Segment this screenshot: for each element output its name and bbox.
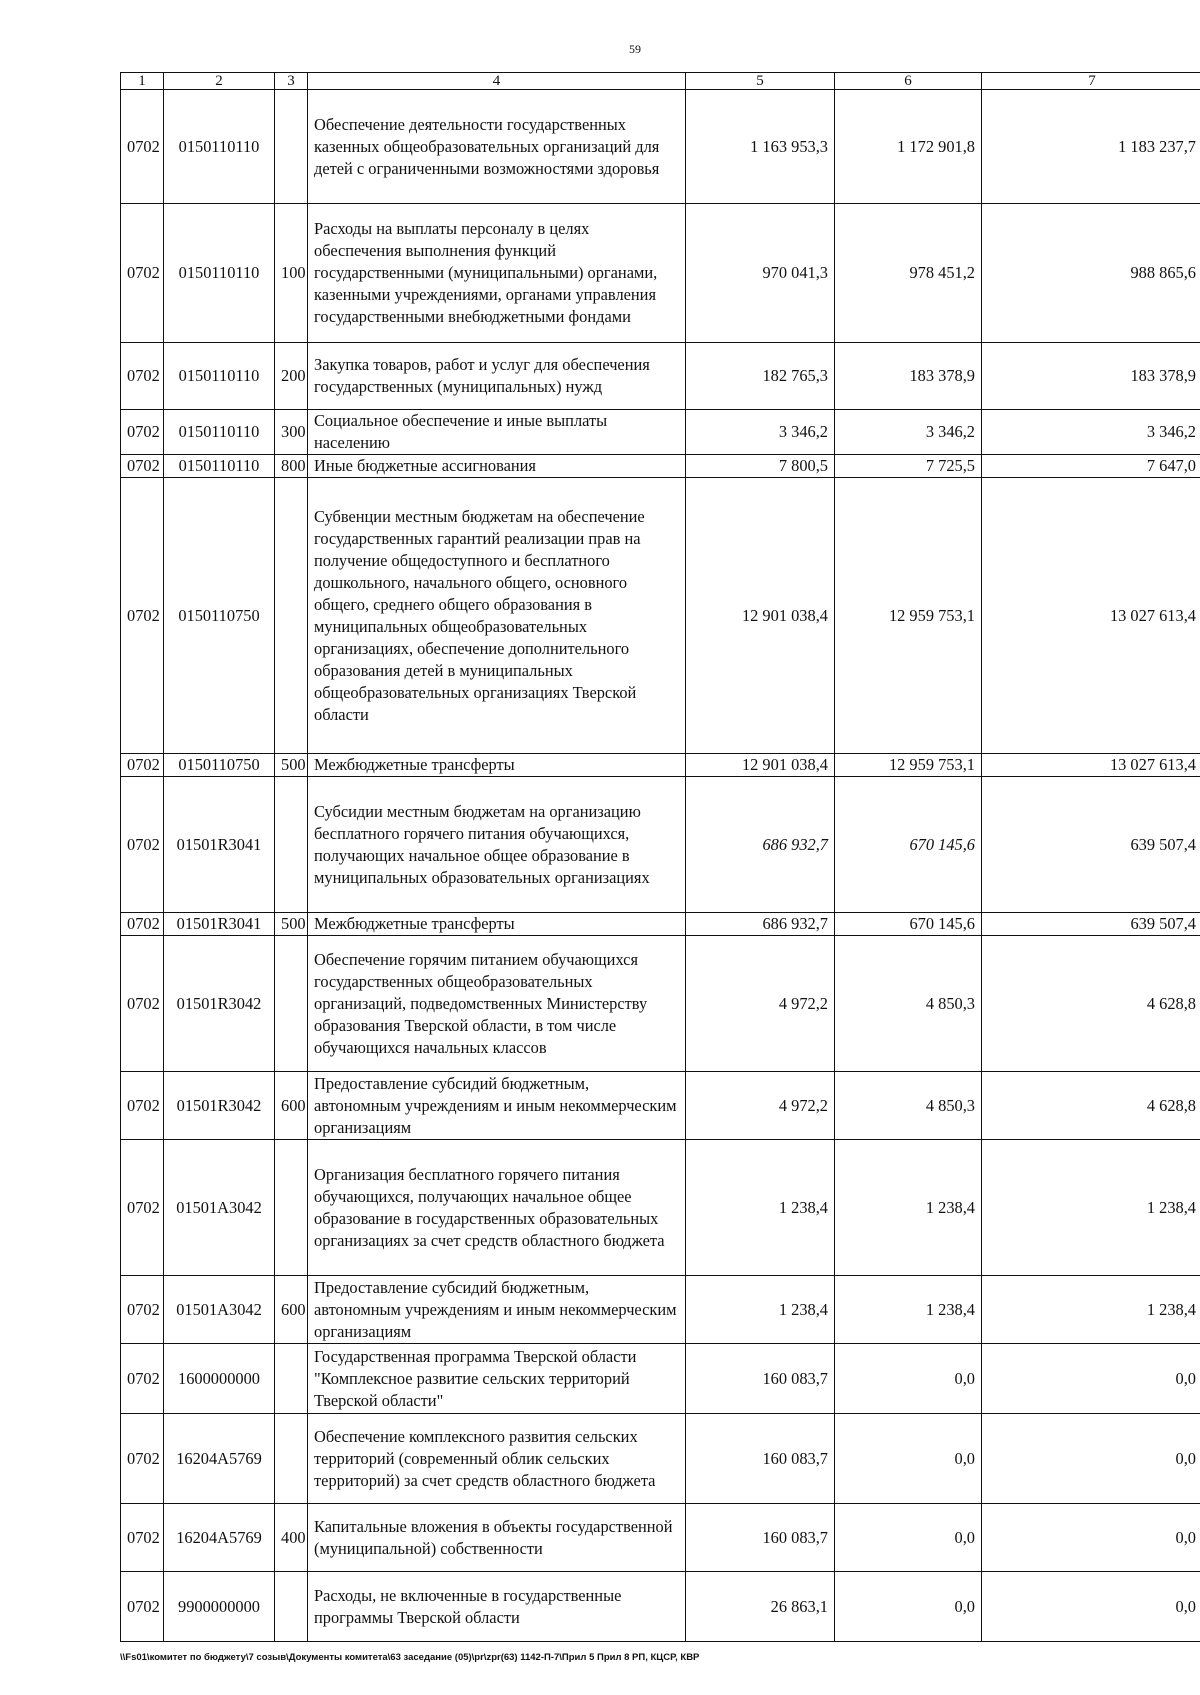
target-article-code: 0150110750 <box>164 478 275 754</box>
item-name: Государственная программа Тверской области "Комплексное развитие сельских территорий Тверской области" <box>308 1344 686 1414</box>
table-row <box>121 1072 1200 1140</box>
amount-year-2: 0,0 <box>835 1504 982 1572</box>
amount-year-1: 686 932,7 <box>686 777 835 913</box>
amount-year-1: 12 901 038,4 <box>686 754 835 777</box>
item-name: Иные бюджетные ассигнования <box>308 455 686 478</box>
amount-year-3: 0,0 <box>982 1572 1200 1642</box>
table-row <box>121 1140 1200 1276</box>
expense-type-code <box>275 1572 308 1642</box>
item-name: Организация бесплатного горячего питания обучающихся, получающих начальное общее образование в государственных образовательных организациях за счет средств областного бюджета <box>308 1140 686 1276</box>
amount-year-3: 0,0 <box>982 1504 1200 1572</box>
column-header: 2 <box>164 73 275 90</box>
amount-year-2: 3 346,2 <box>835 410 982 455</box>
footer-file-path: \\Fs01\комитет по бюджету\7 созыв\Документы комитета\63 заседание (05)\pr\zpr(63) 1142-П-7\Прил 5 Прил 8 РП, КЦСР, КВР <box>120 1652 700 1663</box>
expense-type-code <box>275 1140 308 1276</box>
section-code: 0702 <box>121 1572 164 1642</box>
amount-year-3: 988 865,6 <box>982 204 1200 343</box>
target-article-code: 0150110110 <box>164 90 275 204</box>
section-code: 0702 <box>121 343 164 410</box>
item-name: Субсидии местным бюджетам на организацию бесплатного горячего питания обучающихся, получающих начальное общее образование в муниципальных образовательных организациях <box>308 777 686 913</box>
expense-type-code: 200 <box>275 343 308 410</box>
amount-year-3: 3 346,2 <box>982 410 1200 455</box>
amount-year-1: 7 800,5 <box>686 455 835 478</box>
amount-year-1: 4 972,2 <box>686 1072 835 1140</box>
table-row <box>121 1414 1200 1504</box>
amount-year-1: 1 238,4 <box>686 1140 835 1276</box>
section-code: 0702 <box>121 90 164 204</box>
table-row <box>121 913 1200 936</box>
expense-type-code: 600 <box>275 1276 308 1344</box>
target-article-code: 0150110750 <box>164 754 275 777</box>
table-row <box>121 90 1200 204</box>
item-name: Межбюджетные трансферты <box>308 913 686 936</box>
target-article-code: 0150110110 <box>164 343 275 410</box>
target-article-code: 0150110110 <box>164 204 275 343</box>
table-row <box>121 754 1200 777</box>
item-name: Субвенции местным бюджетам на обеспечение государственных гарантий реализации прав на получение общедоступного и бесплатного дошкольного, начального общего, основного общего, среднего общего образования в муниципальных общеобразовательных организациях, обеспечение дополнительного образования детей в муниципальных общеобразовательных организациях Тверской области <box>308 478 686 754</box>
section-code: 0702 <box>121 936 164 1072</box>
amount-year-1: 160 083,7 <box>686 1504 835 1572</box>
amount-year-1: 3 346,2 <box>686 410 835 455</box>
column-header: 7 <box>982 73 1200 90</box>
amount-year-1: 970 041,3 <box>686 204 835 343</box>
amount-year-1: 1 238,4 <box>686 1276 835 1344</box>
section-code: 0702 <box>121 1504 164 1572</box>
target-article-code: 01501R3041 <box>164 777 275 913</box>
table-row <box>121 1344 1200 1414</box>
column-header: 6 <box>835 73 982 90</box>
section-code: 0702 <box>121 754 164 777</box>
expense-type-code: 400 <box>275 1504 308 1572</box>
amount-year-3: 639 507,4 <box>982 777 1200 913</box>
column-header: 1 <box>121 73 164 90</box>
table-row <box>121 1276 1200 1344</box>
section-code: 0702 <box>121 204 164 343</box>
expense-type-code: 500 <box>275 754 308 777</box>
amount-year-2: 670 145,6 <box>835 913 982 936</box>
budget-table <box>120 72 1200 1642</box>
table-row <box>121 455 1200 478</box>
target-article-code: 9900000000 <box>164 1572 275 1642</box>
amount-year-1: 1 163 953,3 <box>686 90 835 204</box>
column-header: 4 <box>308 73 686 90</box>
amount-year-1: 160 083,7 <box>686 1344 835 1414</box>
amount-year-3: 1 183 237,7 <box>982 90 1200 204</box>
amount-year-3: 13 027 613,4 <box>982 754 1200 777</box>
amount-year-2: 978 451,2 <box>835 204 982 343</box>
expense-type-code <box>275 1414 308 1504</box>
section-code: 0702 <box>121 1414 164 1504</box>
amount-year-2: 4 850,3 <box>835 1072 982 1140</box>
amount-year-1: 12 901 038,4 <box>686 478 835 754</box>
amount-year-2: 12 959 753,1 <box>835 754 982 777</box>
expense-type-code <box>275 90 308 204</box>
table-row <box>121 777 1200 913</box>
amount-year-1: 160 083,7 <box>686 1414 835 1504</box>
amount-year-3: 183 378,9 <box>982 343 1200 410</box>
amount-year-2: 1 238,4 <box>835 1276 982 1344</box>
item-name: Закупка товаров, работ и услуг для обеспечения государственных (муниципальных) нужд <box>308 343 686 410</box>
target-article-code: 01501A3042 <box>164 1276 275 1344</box>
expense-type-code <box>275 478 308 754</box>
item-name: Расходы на выплаты персоналу в целях обеспечения выполнения функций государственными (муниципальными) органами, казенными учреждениями, органами управления государственными внебюджетными фондами <box>308 204 686 343</box>
amount-year-3: 4 628,8 <box>982 936 1200 1072</box>
column-header: 3 <box>275 73 308 90</box>
table-row <box>121 410 1200 455</box>
table-row <box>121 1572 1200 1642</box>
expense-type-code: 100 <box>275 204 308 343</box>
item-name: Обеспечение горячим питанием обучающихся государственных общеобразовательных организаций, подведомственных Министерству образования Тверской области, в том числе обучающихся начальных классов <box>308 936 686 1072</box>
target-article-code: 01501R3042 <box>164 1072 275 1140</box>
section-code: 0702 <box>121 410 164 455</box>
section-code: 0702 <box>121 478 164 754</box>
table-row <box>121 204 1200 343</box>
target-article-code: 16204A5769 <box>164 1414 275 1504</box>
table-row <box>121 1504 1200 1572</box>
amount-year-2: 670 145,6 <box>835 777 982 913</box>
target-article-code: 0150110110 <box>164 455 275 478</box>
section-code: 0702 <box>121 913 164 936</box>
section-code: 0702 <box>121 1072 164 1140</box>
amount-year-2: 1 172 901,8 <box>835 90 982 204</box>
amount-year-1: 4 972,2 <box>686 936 835 1072</box>
target-article-code: 0150110110 <box>164 410 275 455</box>
table-header-row <box>121 73 1200 90</box>
amount-year-2: 1 238,4 <box>835 1140 982 1276</box>
target-article-code: 01501A3042 <box>164 1140 275 1276</box>
section-code: 0702 <box>121 1344 164 1414</box>
column-header: 5 <box>686 73 835 90</box>
item-name: Капитальные вложения в объекты государственной (муниципальной) собственности <box>308 1504 686 1572</box>
amount-year-2: 0,0 <box>835 1344 982 1414</box>
expense-type-code: 300 <box>275 410 308 455</box>
section-code: 0702 <box>121 455 164 478</box>
expense-type-code: 500 <box>275 913 308 936</box>
target-article-code: 01501R3041 <box>164 913 275 936</box>
amount-year-2: 4 850,3 <box>835 936 982 1072</box>
amount-year-3: 0,0 <box>982 1344 1200 1414</box>
amount-year-1: 686 932,7 <box>686 913 835 936</box>
amount-year-2: 183 378,9 <box>835 343 982 410</box>
amount-year-2: 0,0 <box>835 1414 982 1504</box>
amount-year-3: 1 238,4 <box>982 1140 1200 1276</box>
target-article-code: 1600000000 <box>164 1344 275 1414</box>
page-number: 59 <box>629 42 641 56</box>
item-name: Социальное обеспечение и иные выплаты населению <box>308 410 686 455</box>
section-code: 0702 <box>121 1276 164 1344</box>
amount-year-2: 0,0 <box>835 1572 982 1642</box>
amount-year-1: 182 765,3 <box>686 343 835 410</box>
amount-year-3: 0,0 <box>982 1414 1200 1504</box>
expense-type-code: 600 <box>275 1072 308 1140</box>
amount-year-2: 7 725,5 <box>835 455 982 478</box>
amount-year-3: 639 507,4 <box>982 913 1200 936</box>
expense-type-code <box>275 777 308 913</box>
amount-year-1: 26 863,1 <box>686 1572 835 1642</box>
item-name: Расходы, не включенные в государственные программы Тверской области <box>308 1572 686 1642</box>
item-name: Предоставление субсидий бюджетным, автономным учреждениям и иным некоммерческим организациям <box>308 1276 686 1344</box>
amount-year-3: 1 238,4 <box>982 1276 1200 1344</box>
target-article-code: 16204A5769 <box>164 1504 275 1572</box>
amount-year-3: 7 647,0 <box>982 455 1200 478</box>
amount-year-2: 12 959 753,1 <box>835 478 982 754</box>
item-name: Обеспечение комплексного развития сельских территорий (современный облик сельских территорий) за счет средств областного бюджета <box>308 1414 686 1504</box>
table-row <box>121 343 1200 410</box>
amount-year-3: 4 628,8 <box>982 1072 1200 1140</box>
expense-type-code <box>275 936 308 1072</box>
table-row <box>121 936 1200 1072</box>
expense-type-code: 800 <box>275 455 308 478</box>
item-name: Обеспечение деятельности государственных казенных общеобразовательных организаций для детей с ограниченными возможностями здоровья <box>308 90 686 204</box>
section-code: 0702 <box>121 1140 164 1276</box>
section-code: 0702 <box>121 777 164 913</box>
expense-type-code <box>275 1344 308 1414</box>
item-name: Предоставление субсидий бюджетным, автономным учреждениям и иным некоммерческим организациям <box>308 1072 686 1140</box>
table-row <box>121 478 1200 754</box>
target-article-code: 01501R3042 <box>164 936 275 1072</box>
item-name: Межбюджетные трансферты <box>308 754 686 777</box>
amount-year-3: 13 027 613,4 <box>982 478 1200 754</box>
